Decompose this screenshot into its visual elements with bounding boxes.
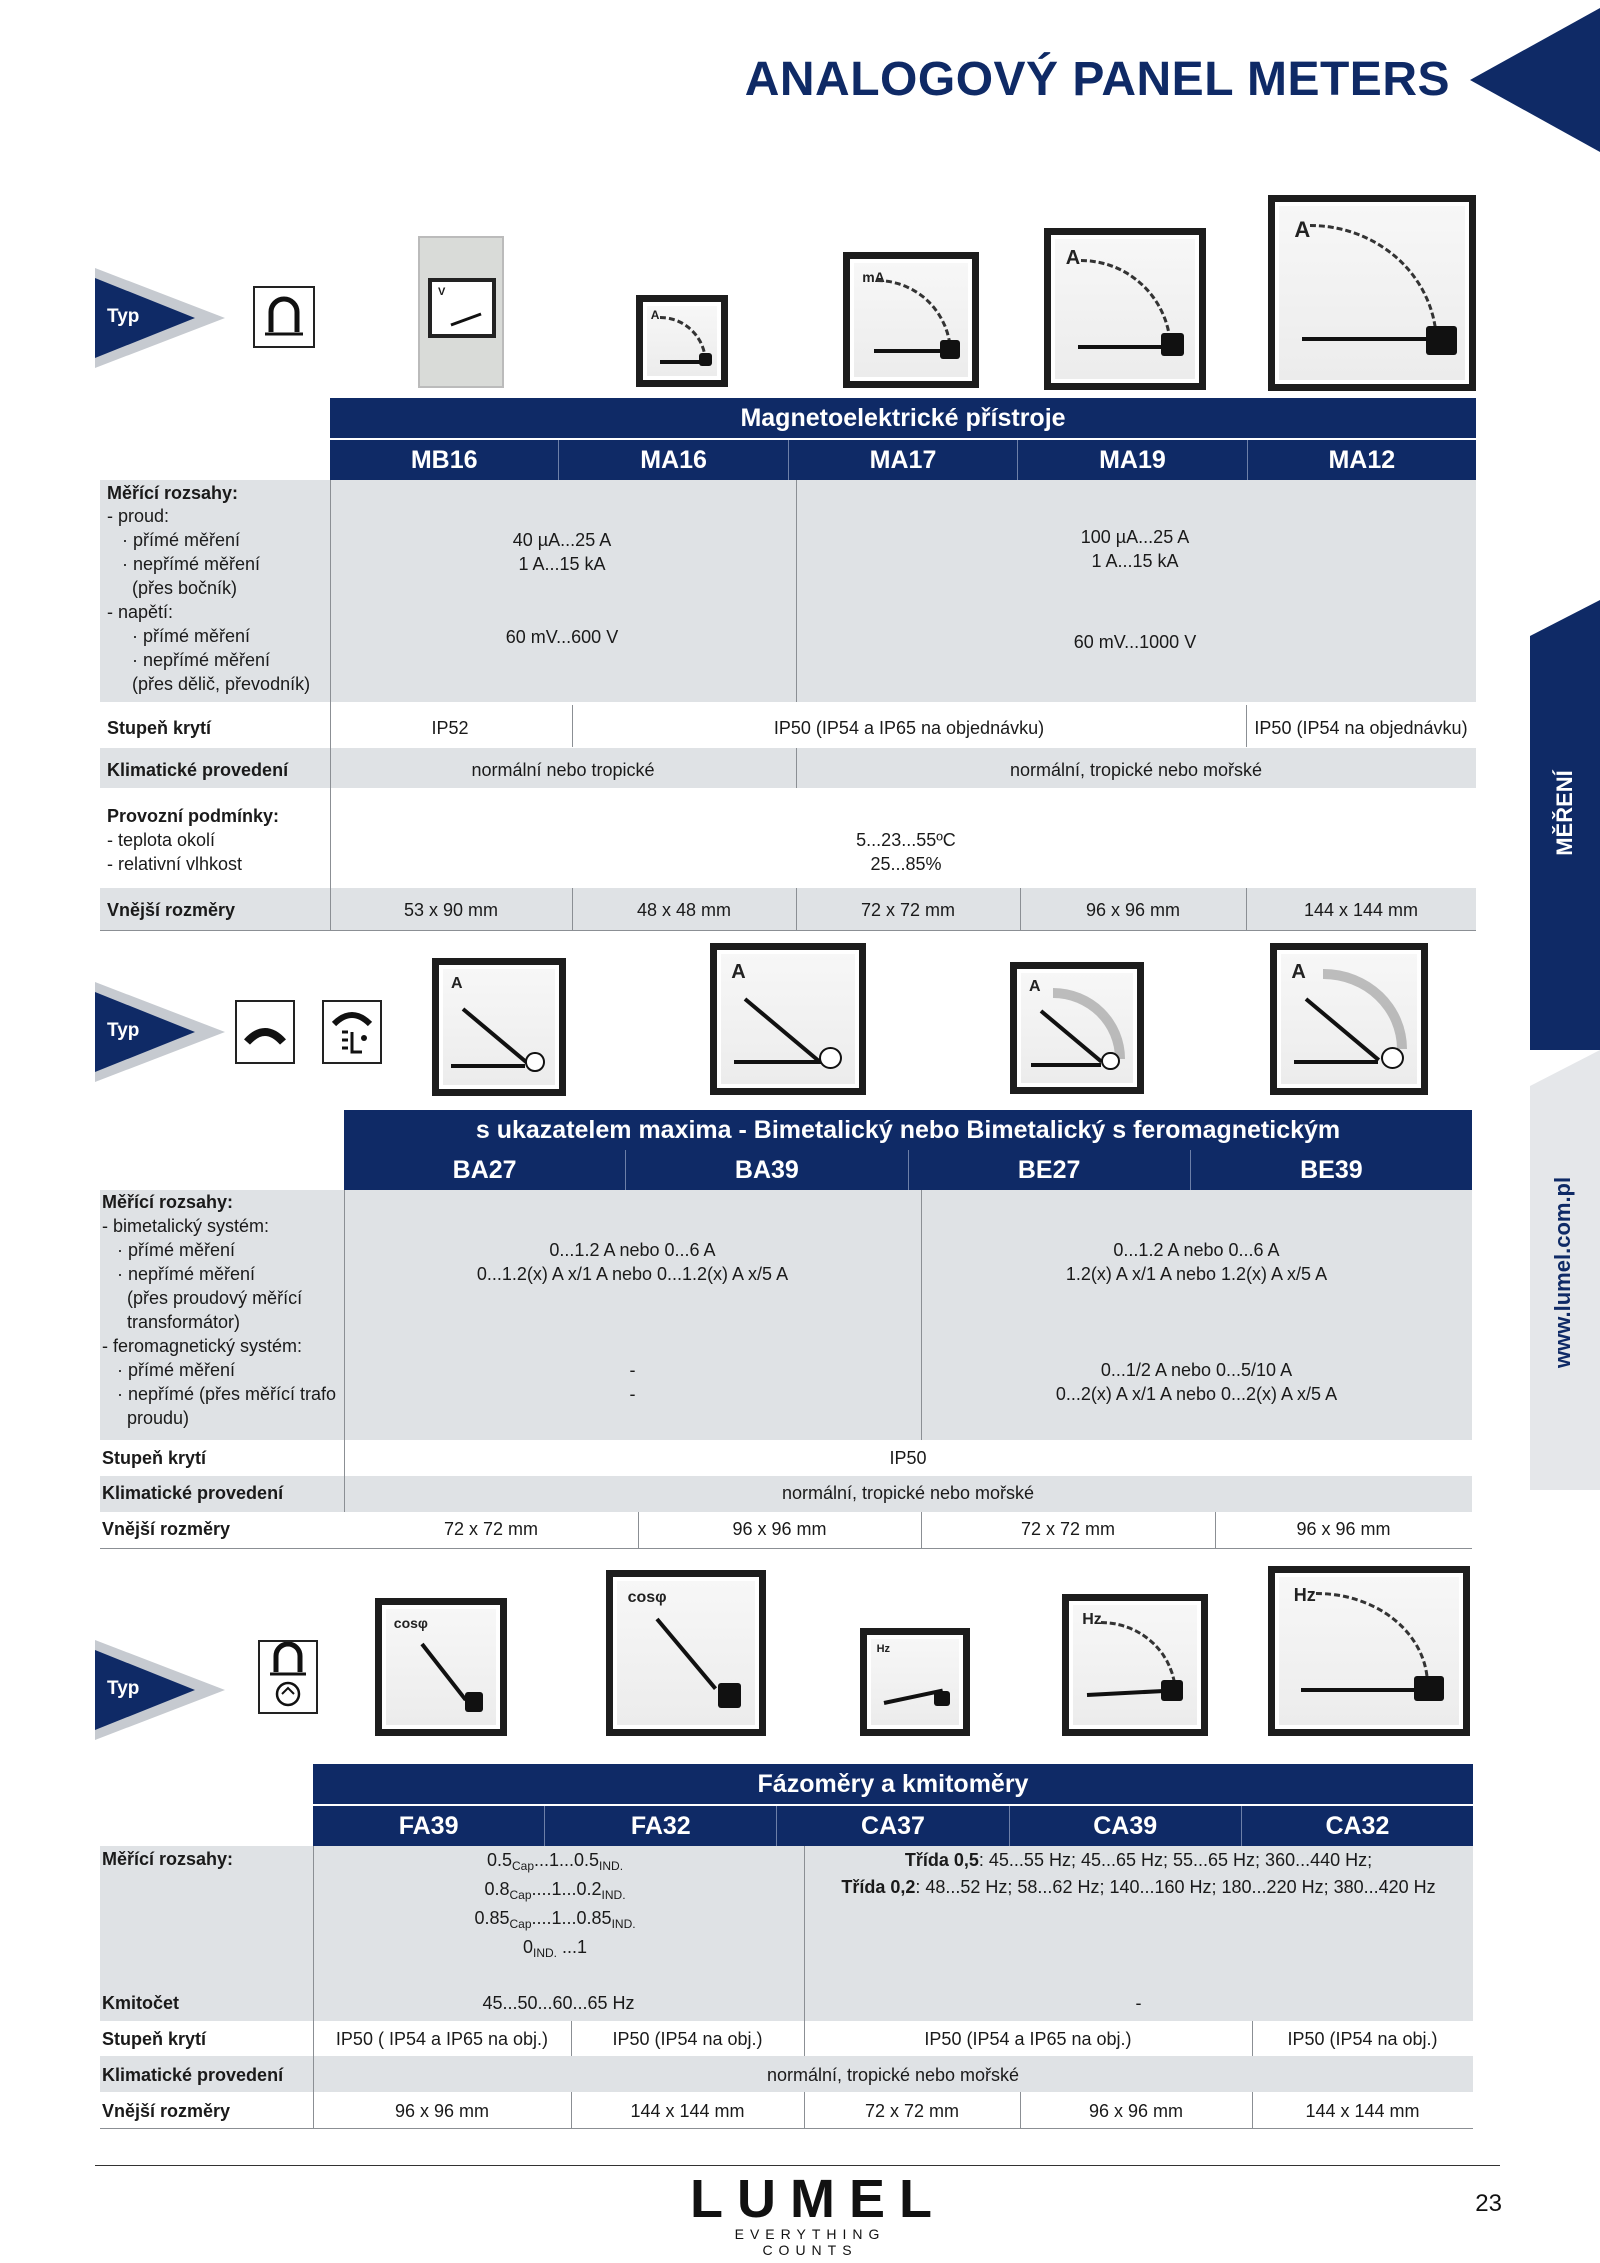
pf-range-3: $0.85_{Cap}....1...0.85_{IND.}$ [474,1908,636,1931]
label-ranges-sub: - bimetalický systém: · přímé měření · nepřímé měření (přes proudový měřící transformátor) - feromagnetický systém: · přímé měření · nepřímé (přes měřící trafo proudu) [102,1216,337,1428]
din-rail-meter-image: V [418,236,504,388]
meter-image-ca39: Hz [1062,1594,1208,1736]
label-ip: Stupeň krytí [102,2029,207,2049]
meter-image-fa39: cosφ [375,1598,507,1736]
dims-ma19: 96 x 96 mm [1085,900,1181,920]
temperature-range: 5...23...55ºC [856,830,956,850]
model-ca37: CA37 [777,1806,1009,1846]
dims-ma16: 48 x 48 mm [636,900,732,920]
ip-ca37-ca39: IP50 (IP54 a IP65 na obj.) [924,2029,1132,2049]
ip-mb16: IP52 [431,718,469,738]
section1-header: Magnetoelektrické přístroje [330,398,1476,438]
ip-fa32: IP50 (IP54 na obj.) [612,2029,763,2049]
be-ferro-range: 0...1/2 A nebo 0...5/10 A 0...2(x) A x/1 A nebo 0...2(x) A x/5 A [1055,1360,1338,1404]
meter-image-ma16: A [636,295,728,387]
freq-class05: Třída 0,5: 45...55 Hz; 45...65 Hz; 55...65 Hz; 360...440 Hz; [904,1850,1373,1870]
label-dims: Vnější rozměry [102,1519,231,1539]
section3-models [313,1806,1473,1846]
ip-fa39: IP50 ( IP54 a IP65 na obj.) [335,2029,549,2049]
bimetal-ferromagnetic-symbol-icon [322,1000,382,1064]
pf-range-2: $0.8_{Cap}....1...0.2_{IND.}$ [484,1879,626,1902]
model-ma17: MA17 [789,440,1018,480]
meter-image-fa32: cosφ [606,1570,766,1736]
ma16-voltage-range: 60 mV...600 V [505,627,619,647]
dims-ca37: 72 x 72 mm [864,2101,960,2121]
label-ranges: Měřící rozsahy: [102,1849,234,1869]
label-ranges-sub: - proud: · přímé měření · nepřímé měření (přes bočník) - napětí: · přímé měření · nepřímé měření (přes dělič, převodník) [107,506,311,694]
meter-image-ba39: A [710,943,866,1095]
meter-image-be39: A [1270,943,1428,1095]
corner-arrow-decoration [1470,8,1600,152]
dims-be39: 96 x 96 mm [1296,1519,1391,1539]
model-mb16: MB16 [330,440,559,480]
dims-fa32: 144 x 144 mm [630,2101,745,2121]
section3-header: Fázoměry a kmitoměry [313,1764,1473,1804]
model-ba39: BA39 [626,1150,908,1190]
frequency-ca: - [1135,1993,1142,2013]
label-conditions-sub: - teplota okolí - relativní vlhkost [107,830,243,874]
label-dims: Vnější rozměry [102,2101,231,2121]
label-ip: Stupeň krytí [107,718,212,738]
side-url: www.lumel.com.pl [1550,1176,1575,1368]
typ-marker: Typ [95,982,225,1082]
label-ranges: Měřící rozsahy: [107,483,239,503]
dims-ba39: 96 x 96 mm [732,1519,827,1539]
be-bimetal-range: 0...1.2 A nebo 0...6 A 1.2(x) A x/1 A nebo 1.2(x) A x/5 A [1065,1240,1328,1284]
footer-divider [95,2165,1500,2166]
page-number: 23 [1475,2190,1502,2217]
pf-range-4: $0_{IND.}$ ...1 [522,1937,588,1960]
lumel-logo: LUMEL EVERYTHING COUNTS [690,2169,946,2258]
frequency-fa: 45...50...60...65 Hz [482,1993,635,2013]
ma19-current-range: 100 µA...25 A 1 A...15 kA [1080,527,1190,571]
model-ca32: CA32 [1325,1812,1390,1840]
ip-ma16-ma19: IP50 (IP54 a IP65 na objednávku) [773,718,1045,738]
model-fa39: FA39 [313,1806,545,1846]
dims-ca39: 96 x 96 mm [1088,2101,1184,2121]
dims-ma12: 144 x 144 mm [1303,900,1419,920]
label-climate: Klimatické provedení [102,2065,284,2085]
label-frequency: Kmitočet [102,1993,180,2013]
label-dims: Vnější rozměry [107,900,236,920]
climate-section3: normální, tropické nebo mořské [766,2065,1020,2085]
ma19-voltage-range: 60 mV...1000 V [1073,632,1197,652]
meter-image-ca37: Hz [860,1628,970,1736]
model-ba27: BA27 [344,1150,626,1190]
dims-ba27: 72 x 72 mm [443,1519,539,1539]
ma16-current-range: 40 µA...25 A 1 A...15 kA [512,530,612,574]
section2-header: s ukazatelem maxima - Bimetalický nebo Bimetalický s feromagnetickým [344,1110,1472,1150]
pf-range-1: $0.5_{Cap}...1...0.5_{IND.}$ [486,1850,624,1873]
label-ranges: Měřící rozsahy: [102,1192,234,1212]
meter-image-ca32: Hz [1268,1566,1470,1736]
dims-mb16: 53 x 90 mm [403,900,499,920]
meter-image-ba27: A [432,958,566,1096]
section2-models [344,1150,1472,1190]
dims-ma17: 72 x 72 mm [860,900,956,920]
model-ma19: MA19 [1018,440,1247,480]
freq-class02: Třída 0,2: 48...52 Hz; 58...62 Hz; 140...160 Hz; 180...220 Hz; 380...420 Hz [841,1877,1436,1897]
model-be39: BE39 [1300,1156,1363,1184]
meter-image-be27: A [1010,962,1144,1094]
climate-left: normální nebo tropické [471,760,655,780]
meter-image-ma19: A [1044,228,1206,390]
model-ma16: MA16 [559,440,788,480]
climate-right: normální, tropické nebo mořské [1009,760,1263,780]
ba-ferro-range: - - [629,1360,636,1404]
model-be27: BE27 [909,1150,1191,1190]
typ-marker: Typ [95,1640,225,1740]
dims-ca32: 144 x 144 mm [1305,2101,1420,2121]
typ-marker: Typ [95,268,225,368]
ip-ca32: IP50 (IP54 na obj.) [1287,2029,1438,2049]
section1-models [330,440,1476,480]
moving-coil-symbol-icon [253,286,315,348]
label-ip: Stupeň krytí [102,1448,207,1468]
side-tab-label: MĚŘENÍ [1552,770,1577,856]
dims-fa39: 96 x 96 mm [394,2101,490,2121]
label-climate: Klimatické provedení [107,760,289,780]
model-ma12: MA12 [1328,446,1396,474]
meter-image-ma17: mA [843,252,979,388]
bimetal-symbol-icon [235,1000,295,1064]
model-ca39: CA39 [1010,1806,1242,1846]
ip-ma12: IP50 (IP54 na objednávku) [1254,718,1468,738]
label-climate: Klimatické provedení [102,1483,284,1503]
humidity-range: 25...85% [870,854,942,874]
dims-be27: 72 x 72 mm [1020,1519,1116,1539]
model-fa32: FA32 [545,1806,777,1846]
label-conditions: Provozní podmínky: [107,806,280,826]
phase-frequency-symbol-icon [258,1640,318,1714]
ip-section2: IP50 [889,1448,927,1468]
meter-image-ma12: A [1268,195,1476,391]
climate-section2: normální, tropické nebo mořské [781,1483,1035,1503]
ba-bimetal-range: 0...1.2 A nebo 0...6 A 0...1.2(x) A x/1 A nebo 0...1.2(x) A x/5 A [476,1240,789,1284]
page-title: ANALOGOVÝ PANEL METERS [744,53,1450,106]
